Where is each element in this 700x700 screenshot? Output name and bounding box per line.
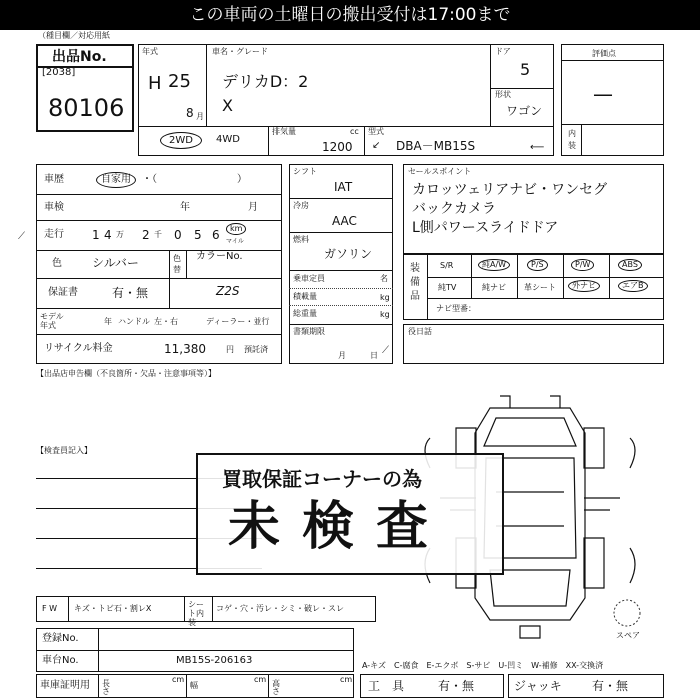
equip-aw-oval: 純A/W <box>478 259 510 271</box>
equip-abs-oval: ABS <box>618 259 642 271</box>
model-name: デリカD：2 <box>222 72 309 91</box>
displacement-label: 排気量 <box>272 127 296 136</box>
model-code-label: 型式 <box>368 127 384 136</box>
equip-tv: 純TV <box>438 283 457 292</box>
not-inspected-stamp <box>196 453 504 575</box>
load-unit: kg <box>380 293 390 302</box>
mileage-d1: 1 <box>92 228 100 242</box>
mileage-d6: 6 <box>212 228 220 242</box>
year-month: 8 <box>186 106 194 120</box>
displacement-value: 1200 <box>322 140 353 154</box>
mileage-d3: 2 <box>142 228 150 242</box>
year-month-unit: 月 <box>196 112 204 121</box>
model-year-unit: 年 <box>104 317 112 326</box>
inspection-year: 年 <box>180 202 190 213</box>
docs-label: 書類期限 <box>293 327 325 336</box>
history-value-oval: 自家用 <box>96 172 136 188</box>
height-label: 高さ <box>272 679 280 696</box>
fuel-value: ガソリン <box>324 247 373 261</box>
sales-point-1: カロッツェリアナビ・ワンセグ <box>412 182 608 198</box>
handle-lr: 左・右 <box>154 317 178 326</box>
color-change-label: 色替 <box>173 254 181 274</box>
lot-label: 出品No. <box>52 49 107 65</box>
garage-cert-label: 車庫証明用 <box>40 680 90 691</box>
length-label: 長さ <box>102 679 110 696</box>
damage-legend: A-キズ C-腐食 E-エクボ S-サビ U-凹ミ W-補修 XX-交換済 <box>362 661 604 670</box>
stamp-line2: 未検査 <box>228 497 451 557</box>
weight-label: 総重量 <box>293 309 317 318</box>
capacity-label: 乗車定員 <box>293 274 325 283</box>
mileage-d4: 0 <box>174 228 182 242</box>
top-note: （種目欄／対応用紙 <box>38 31 110 40</box>
mileage-km-oval: km <box>226 223 246 235</box>
sales-point-3: L側パワースライドドア <box>412 220 559 236</box>
inspector-note: 【検査員記入】 <box>36 446 92 455</box>
pen-mark: ⟋ <box>382 345 389 356</box>
history-rest: ・（ ） <box>142 174 247 185</box>
post-date-box <box>403 324 664 364</box>
lot-number: 80106 <box>48 94 125 122</box>
color-label: 色 <box>52 258 62 269</box>
jack-label: ジャッキ <box>514 679 562 693</box>
tools-label: 工 具 <box>368 679 405 693</box>
equip-leather: 革シート <box>524 283 556 292</box>
recycle-unit: 円 <box>226 345 234 354</box>
score-label: 評価点 <box>592 49 616 58</box>
shift-value: IAT <box>334 180 353 194</box>
recycle-value: 11,380 <box>164 342 206 356</box>
post-date-label: 役日話 <box>408 327 432 336</box>
color-code-label: カラーNo. <box>196 251 243 262</box>
seat-label: シート内装 <box>188 600 204 627</box>
model-year-label: モデル年式 <box>40 312 64 330</box>
exhibitor-note: 【出品店申告欄（不良箇所・欠品・注意事項等）】 <box>36 369 216 378</box>
height-unit: cm <box>340 675 353 684</box>
year-value: 25 <box>168 71 191 92</box>
mileage-u1: 万 <box>116 230 124 239</box>
length-unit: cm <box>172 675 185 684</box>
model-code-value: DBA－MB15S <box>396 139 476 153</box>
seat-text: コゲ・穴・汚レ・シミ・破レ・スレ <box>216 604 344 613</box>
width-unit: cm <box>254 675 267 684</box>
spare-tire-icon <box>612 598 642 628</box>
lot-small: [2038] <box>42 67 76 78</box>
color-value: シルバー <box>92 256 139 270</box>
equip-sr: S/R <box>440 261 454 270</box>
equip-ps-oval: P/S <box>527 259 548 271</box>
model-code-arrow: ↙ <box>372 140 381 151</box>
mileage-u2: 千 <box>154 230 162 239</box>
dealer-label: ディーラー・並行 <box>206 317 270 326</box>
equip-pw-oval: P/W <box>571 259 594 271</box>
capacity-unit: 名 <box>380 274 388 283</box>
mileage-d2: 4 <box>104 228 112 242</box>
handle-label: ハンドル <box>118 317 150 326</box>
displacement-unit: cc <box>350 127 359 136</box>
warranty-value: 有・無 <box>112 286 149 300</box>
equipment-label: 装備品 <box>410 263 420 302</box>
body-value: ワゴン <box>506 104 543 118</box>
doors-value: 5 <box>520 60 531 79</box>
equip-navi: 純ナビ <box>482 283 506 292</box>
ac-value: AAC <box>332 214 357 228</box>
chassis-value: MB15S-206163 <box>176 655 253 666</box>
drive-2wd-oval: 2WD <box>160 132 202 149</box>
shift-label: シフト <box>293 167 317 176</box>
doors-label: ドア <box>495 47 511 56</box>
jack-value: 有・無 <box>592 679 629 693</box>
width-label: 幅 <box>190 681 198 690</box>
mileage-label: 走行 <box>44 229 64 240</box>
mileage-d5: 5 <box>194 228 202 242</box>
spare-label: スペア <box>616 631 640 640</box>
sales-point-2: バックカメラ <box>412 201 496 217</box>
fw-label: F W <box>42 604 58 613</box>
saturday-notice-banner: この車両の土曜日の搬出受付は17:00まで <box>0 0 700 30</box>
history-label: 車歴 <box>44 174 64 185</box>
reg-label: 登録No. <box>42 633 79 644</box>
navi-model-label: ナビ型番： <box>436 304 476 313</box>
fw-text: キズ・トビ石・割レX <box>74 604 152 613</box>
grade-name: X <box>222 96 233 115</box>
score-value: — <box>593 82 613 106</box>
ac-label: 冷房 <box>293 201 309 210</box>
sales-points-label: セールスポイント <box>408 167 472 176</box>
weight-unit: kg <box>380 310 390 319</box>
drive-4wd: 4WD <box>216 134 240 145</box>
warranty-label: 保証書 <box>48 287 78 298</box>
interior-label: 内装 <box>568 129 576 150</box>
color-code-value: Z2S <box>216 284 240 298</box>
equip-airbag-oval: エアB <box>618 280 648 292</box>
fuel-label: 燃料 <box>293 235 309 244</box>
body-label: 形状 <box>495 90 511 99</box>
tools-value: 有・無 <box>438 679 475 693</box>
recycle-label: リサイクル料金 <box>44 343 113 354</box>
docs-month: 月 <box>338 351 346 360</box>
chassis-label: 車台No. <box>42 655 79 666</box>
inspection-label: 車検 <box>44 202 64 213</box>
load-label: 積載量 <box>293 292 317 301</box>
year-era: H <box>148 73 162 94</box>
model-code-arrow2: ⟵ <box>530 142 545 153</box>
name-label: 車名・グレード <box>212 47 268 56</box>
recycle-note: 預託済 <box>244 345 268 354</box>
pen-mark: ⟋ <box>18 231 25 242</box>
stamp-line1: 買取保証コーナーの為 <box>222 467 422 491</box>
inspection-month: 月 <box>248 202 258 213</box>
docs-day: 日 <box>370 351 378 360</box>
year-label: 年式 <box>142 47 158 56</box>
equip-extnavi-oval: 外ナビ <box>568 280 600 292</box>
mileage-mile: マイル <box>226 238 244 245</box>
